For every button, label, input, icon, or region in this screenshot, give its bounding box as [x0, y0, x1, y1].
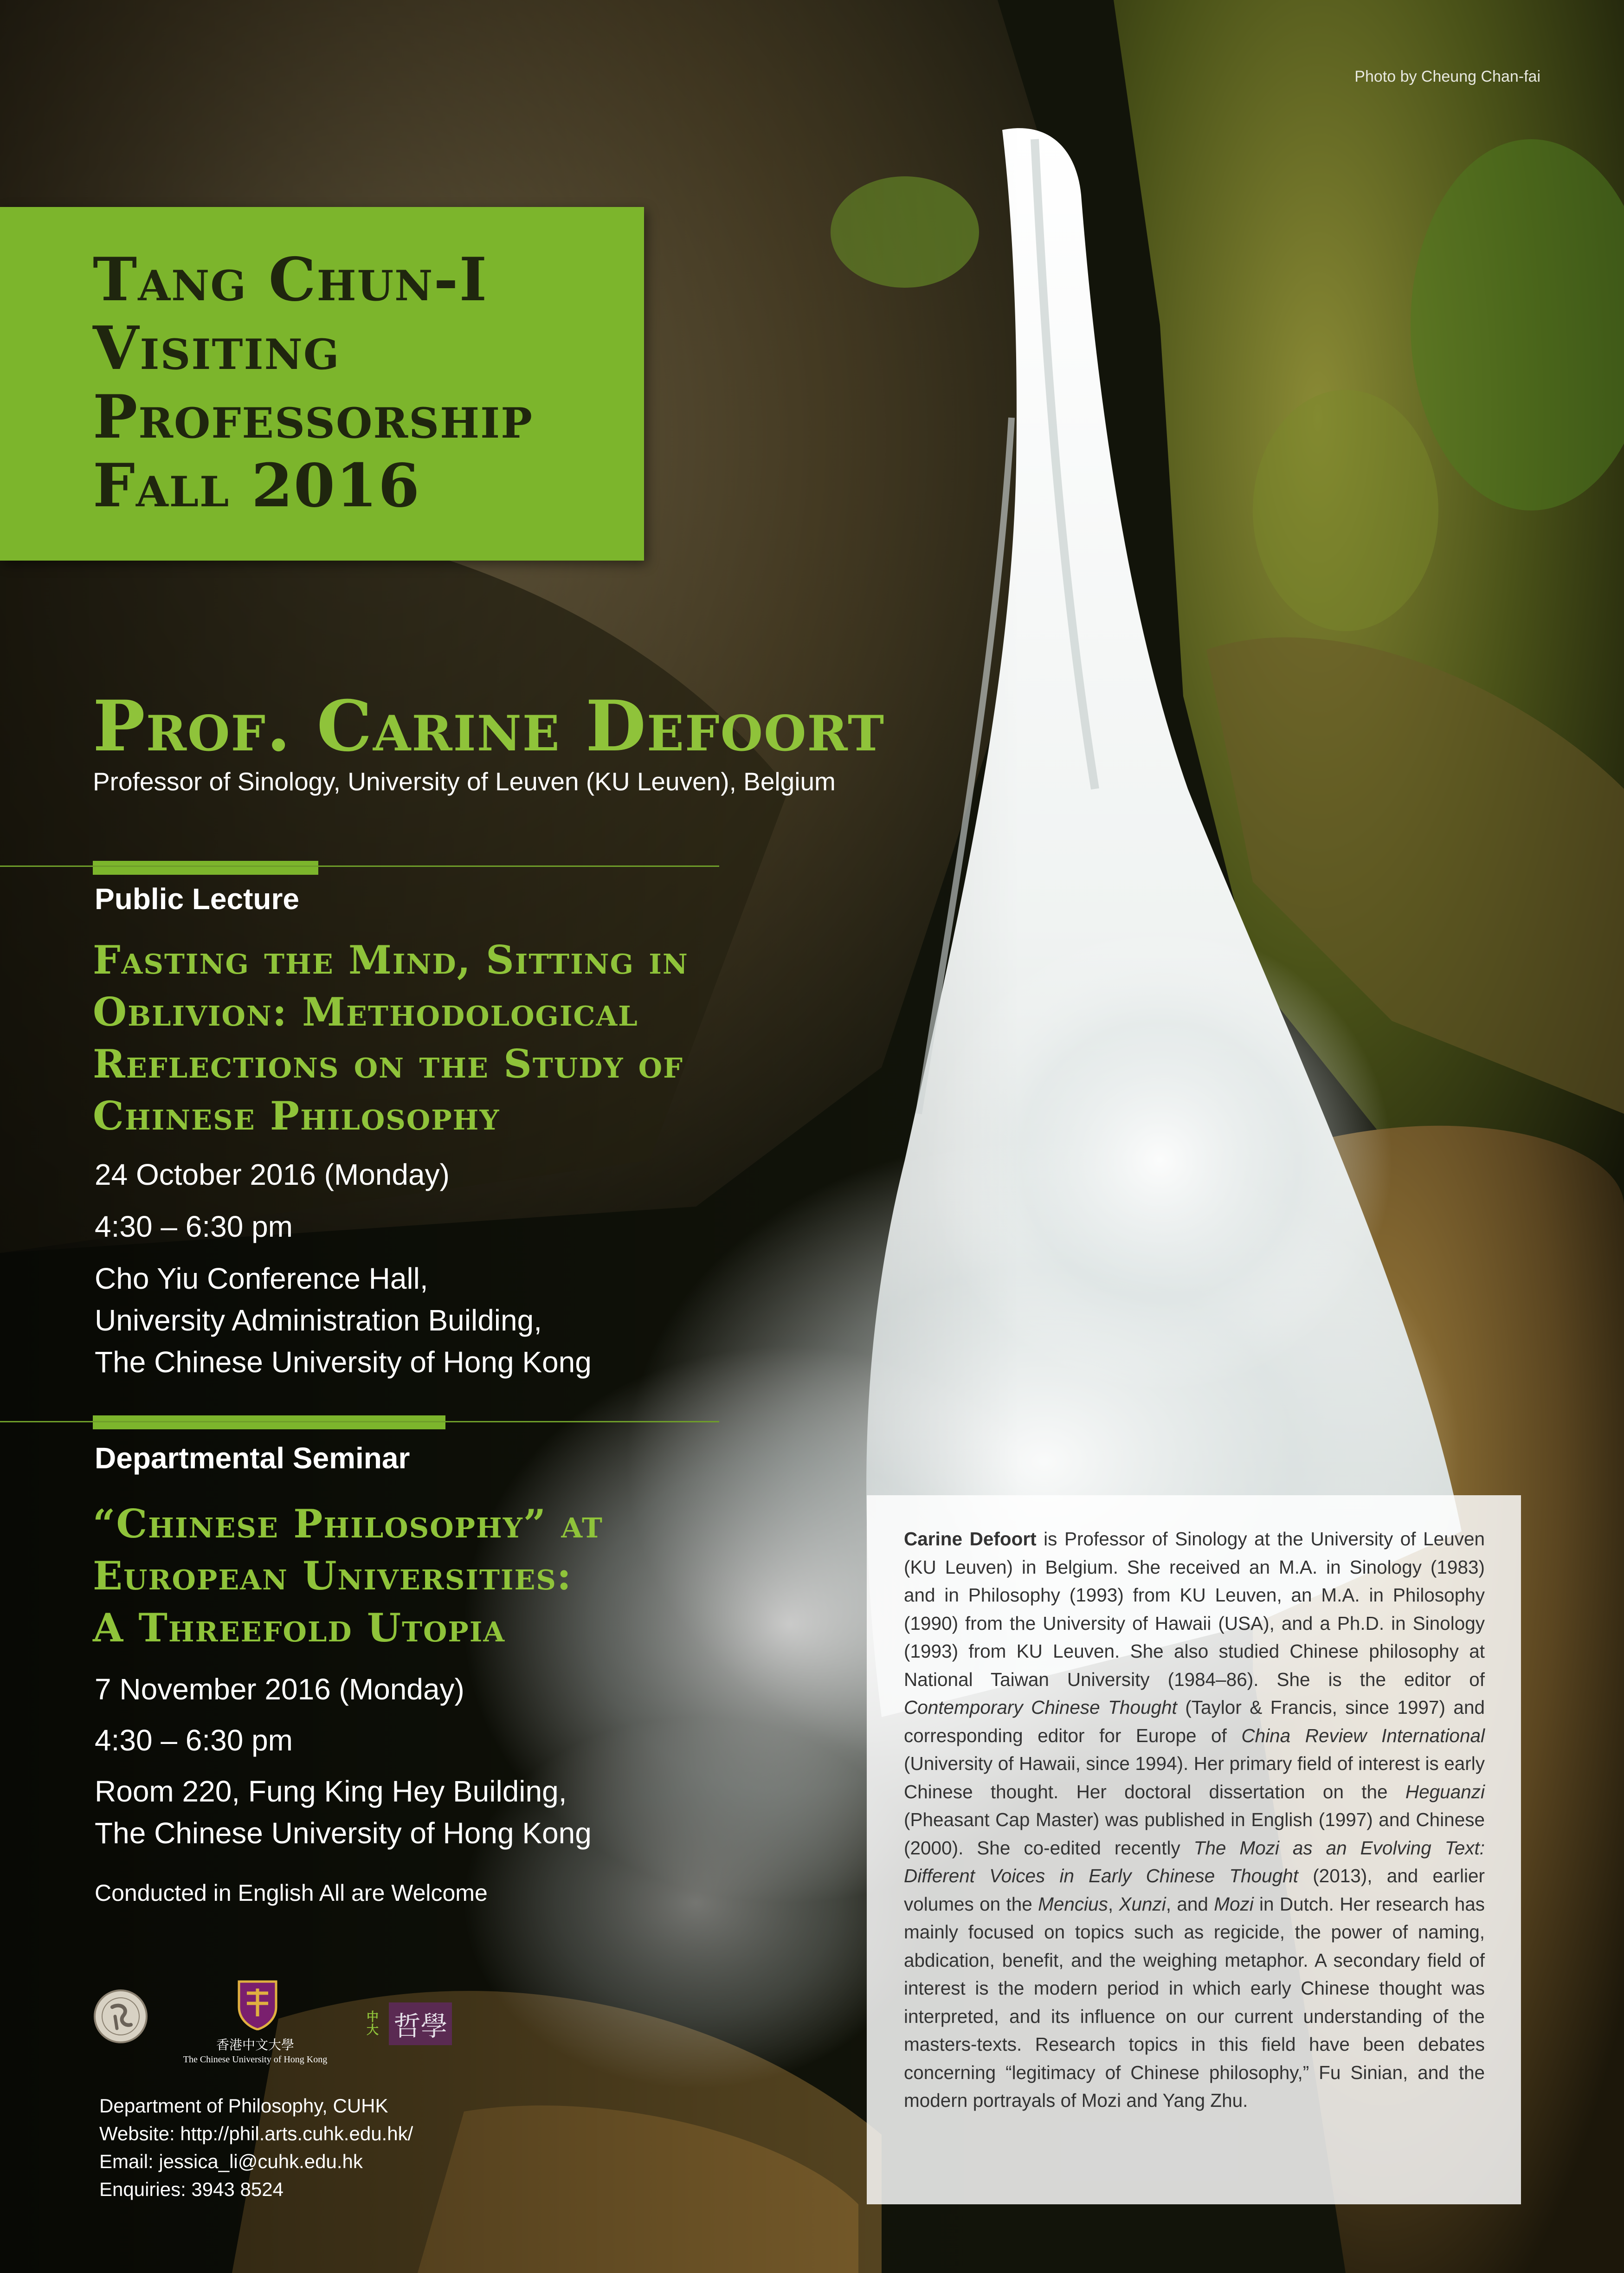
title-line: Professorship: [93, 382, 533, 452]
contact-enquiries: Enquiries: 3943 8524: [99, 2178, 284, 2200]
title-line: Fall 2016: [93, 451, 421, 521]
lecture-venue-line: The Chinese University of Hong Kong: [95, 1345, 592, 1379]
contact-block: [99, 2092, 413, 2203]
section-divider-thick: [93, 861, 318, 875]
philosophy-dept-logo: [367, 2002, 452, 2044]
contact-email[interactable]: Email: jessica_li@cuhk.edu.hk: [99, 2150, 363, 2172]
biography-italic-title: Xunzi: [1119, 1893, 1166, 1915]
seminar-date: 7 November 2016 (Monday): [95, 1672, 464, 1706]
dept-logo-text: 哲學: [389, 2002, 452, 2045]
cuhk-chinese-name: 香港中文大學: [216, 2037, 294, 2053]
biography-italic-title: Mozi: [1214, 1893, 1254, 1915]
lecture-date: 24 October 2016 (Monday): [95, 1158, 450, 1191]
research-centre-seal-icon: [93, 1989, 148, 2044]
biography-body: is Professor of Sinology at the University of Leuven (KU Leuven) in Belgium. She received an M.A. in Sinology (1983) and in Philosophy (1993) from KU Leuven, an M.A. in Philosophy (1990) from the University of Hawaii (USA), and a Ph.D. in Sinology (1993) from KU Leuven. She also studied Chinese philosophy at National Taiwan University (1984–86). She is the editor of Contemporary Chinese Thought (Taylor & Francis, since 1997) and corresponding editor for Europe of China Review International (University of Hawaii, since 1994). Her primary field of interest is early Chinese thought. Her doctoral dissertation on the Heguanzi (Pheasant Cap Master) was published in English (1997) and Chinese (2000). She co-edited recently The Mozi as an Evolving Text: Different Voices in Early Chinese Thought (2013), and earlier volumes on the Mencius, Xunzi, and Mozi in Dutch. Her research has mainly focused on topics such as regicide, the power of naming, abdication, benefit, and the weighing metaphor. A secondary field of interest is the modern period in which early Chinese thought was interpreted, and its influence on our current understanding of the masters-texts. Research topics in this field have been debates concerning “legitimacy of Chinese philosophy,” Fu Sinian, and the modern portrayals of Mozi and Yang Zhu.: [904, 1528, 1485, 2111]
section-divider-thin: [0, 1421, 719, 1422]
title-line: Visiting: [93, 314, 340, 383]
cuhk-logo: [181, 1979, 329, 2072]
seminar-title-line: “Chinese Philosophy” at: [93, 1501, 603, 1547]
section-divider-thin: [0, 865, 719, 867]
professor-affiliation: Professor of Sinology, University of Leuven (KU Leuven), Belgium: [93, 767, 836, 796]
biography-text: [904, 1525, 1485, 2115]
section-divider-thick: [93, 1415, 445, 1429]
lecture-title-line: Reflections on the Study of: [93, 1041, 684, 1087]
lecture-venue-line: University Administration Building,: [95, 1304, 542, 1337]
public-lecture-label: Public Lecture: [95, 882, 299, 916]
biography-italic-title: Contemporary Chinese Thought: [904, 1697, 1177, 1718]
contact-department: Department of Philosophy, CUHK: [99, 2095, 388, 2117]
professor-name: Prof. Carine Defoort: [93, 685, 885, 767]
biography-italic-title: The Mozi as an Evolving Text: Different Voices in Early Chinese Thought: [904, 1837, 1485, 1886]
lecture-title-line: Chinese Philosophy: [93, 1093, 500, 1139]
seminar-time: 4:30 – 6:30 pm: [95, 1724, 293, 1757]
title-box: [0, 207, 644, 561]
biography-italic-title: Heguanzi: [1405, 1781, 1485, 1802]
lecture-venue-line: Cho Yiu Conference Hall,: [95, 1262, 428, 1295]
cuhk-crest-icon: [237, 1979, 278, 2030]
seminar-venue-line: Room 220, Fung King Hey Building,: [95, 1775, 567, 1808]
seminar-label: Departmental Seminar: [95, 1441, 410, 1475]
seminar-title-line: European Universities:: [93, 1553, 573, 1599]
title-line: Tang Chun-I: [93, 245, 488, 315]
biography-italic-title: Mencius: [1038, 1893, 1108, 1915]
lecture-time: 4:30 – 6:30 pm: [95, 1210, 293, 1243]
contact-website[interactable]: Website: http://phil.arts.cuhk.edu.hk/: [99, 2123, 413, 2144]
biography-name: Carine Defoort: [904, 1528, 1037, 1550]
lecture-title-line: Oblivion: Methodological: [93, 989, 638, 1035]
dept-logo-small-text: 中大: [367, 2010, 379, 2037]
language-welcome-note: Conducted in English All are Welcome: [95, 1880, 488, 1906]
biography-italic-title: China Review International: [1241, 1724, 1485, 1746]
seminar-title-line: A Threefold Utopia: [93, 1605, 506, 1651]
seminar-venue-line: The Chinese University of Hong Kong: [95, 1816, 592, 1850]
cuhk-english-name: The Chinese University of Hong Kong: [183, 2054, 328, 2065]
lecture-title-line: Fasting the Mind, Sitting in: [93, 937, 689, 983]
biography-box: [867, 1495, 1521, 2204]
photo-credit: Photo by Cheung Chan-fai: [1354, 68, 1540, 85]
